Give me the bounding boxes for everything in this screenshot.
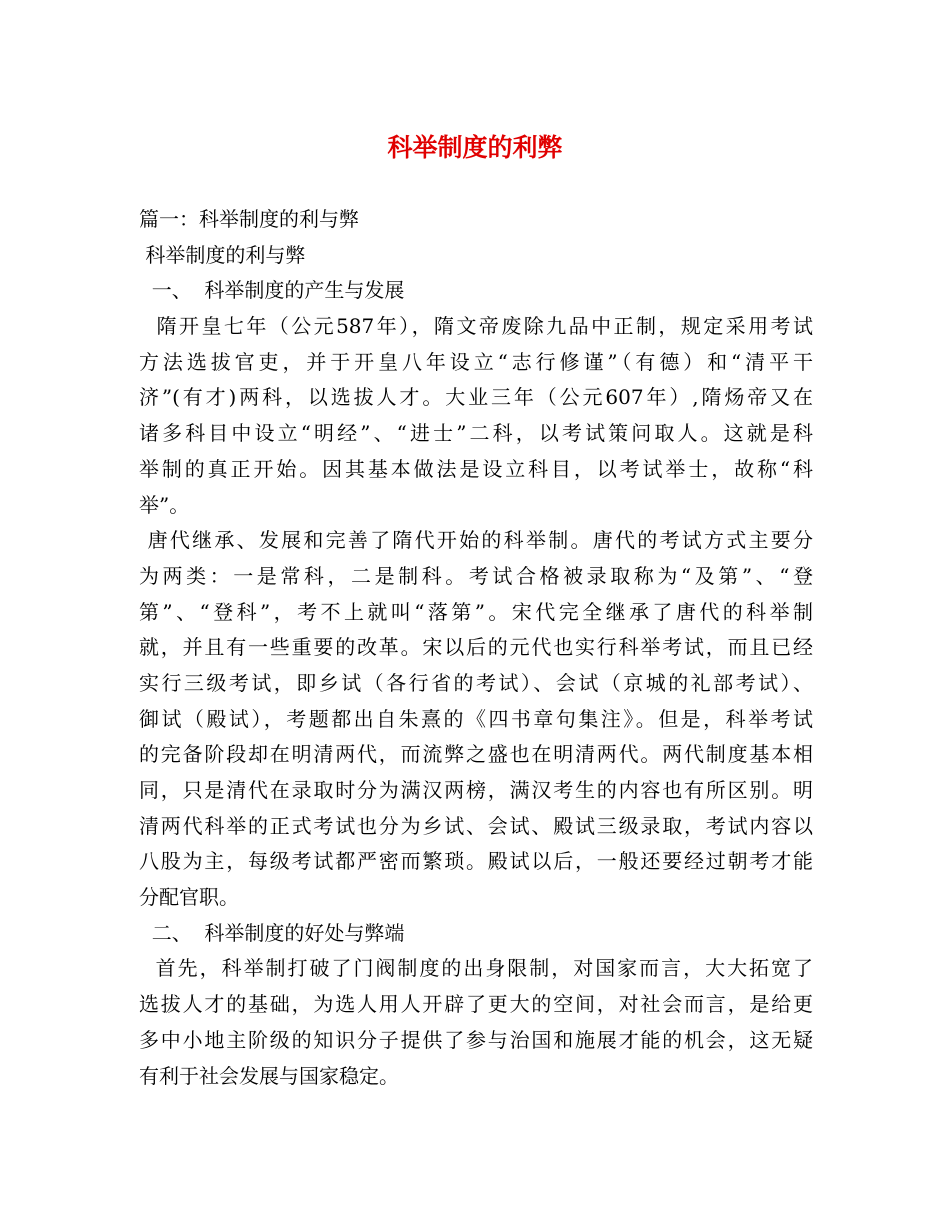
paragraph-line: 就，并且有一些重要的改革。宋以后的元代也实行科举考试，而且已经 [139, 635, 813, 660]
paragraph-line: 多中小地主阶级的知识分子提供了参与治国和施展才能的机会，这无疑 [139, 1027, 813, 1052]
section-heading-line: 篇一：科举制度的利与弊 [139, 207, 359, 231]
paragraph-line: 诸多科目中设立“明经”、“进士”二科，以考试策问取人。这就是科 [139, 421, 813, 446]
paragraph-line: 为两类：一是常科，二是制科。考试合格被录取称为“及第”、“登 [139, 563, 813, 588]
paragraph-line: 清两代科举的正式考试也分为乡试、会试、殿试三级录取，考试内容以 [139, 813, 813, 838]
subtitle-line: 科举制度的利与弊 [139, 242, 306, 267]
paragraph-line: 八股为主，每级考试都严密而繁琐。殿试以后，一般还要经过朝考才能 [139, 849, 813, 874]
paragraph-line: 御试（殿试），考题都出自朱熹的《四书章句集注》。但是，科举考试 [139, 706, 813, 731]
paragraph-line: 第”、“登科”，考不上就叫“落第”。宋代完全继承了唐代的科举制 [139, 599, 813, 624]
paragraph-line: 济”(有才)两科，以选拔人才。大业三年（公元607年）,隋炀帝又在 [139, 385, 813, 410]
paragraph-line: 同，只是清代在录取时分为满汉两榜，满汉考生的内容也有所区别。明 [139, 778, 813, 802]
section-heading-line: 二、 科举制度的好处与弊端 [139, 920, 405, 945]
document-title: 科举制度的利弊 [387, 133, 563, 162]
document-body [139, 202, 813, 1094]
paragraph-line: 唐代继承、发展和完善了隋代开始的科举制。唐代的考试方式主要分 [139, 528, 813, 553]
paragraph-line: 的完备阶段却在明清两代，而流弊之盛也在明清两代。两代制度基本相 [139, 742, 813, 767]
paragraph-line: 方法选拔官吏，并于开皇八年设立“志行修谨”（有德）和“清平干 [139, 349, 813, 374]
paragraph-line: 举制的真正开始。因其基本做法是设立科目，以考试举士，故称“科 [139, 456, 813, 481]
paragraph-line: 首先，科举制打破了门阀制度的出身限制，对国家而言，大大拓宽了 [139, 956, 813, 981]
paragraph-line: 隋开皇七年（公元587年），隋文帝废除九品中正制，规定采用考试 [139, 314, 813, 339]
paragraph-line: 分配官职。 [139, 885, 239, 910]
paragraph-line: 举”。 [139, 492, 190, 517]
paragraph-line: 选拔人才的基础，为选人用人开辟了更大的空间，对社会而言，是给更 [139, 992, 813, 1017]
section-heading-line: 一、 科举制度的产生与发展 [139, 278, 405, 303]
paragraph-line: 实行三级考试，即乡试（各行省的考试）、会试（京城的礼部考试）、 [139, 670, 813, 695]
paragraph-line: 有利于社会发展与国家稳定。 [139, 1063, 399, 1088]
